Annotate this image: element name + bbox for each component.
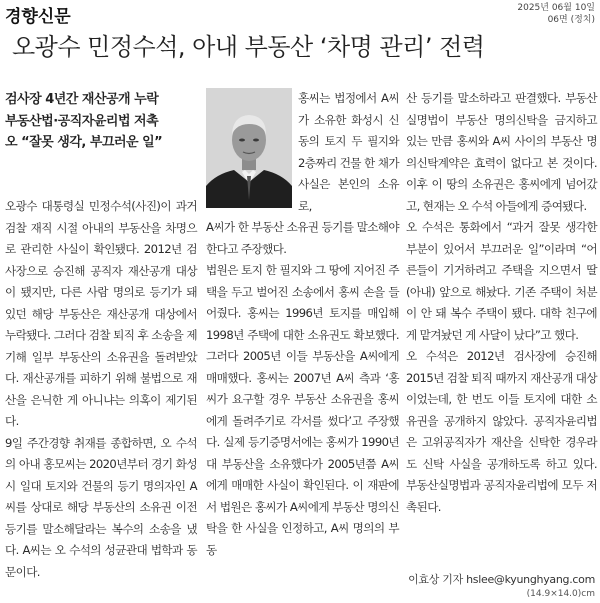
reporter-byline: 이효상 기자 hslee@kyunghyang.com xyxy=(408,573,595,586)
subheadline-line: 부동산법·공직자윤리법 저촉 xyxy=(5,113,159,129)
clipping-size-note: (14.9×14.0)cm xyxy=(526,589,595,599)
article-column-2-body xyxy=(206,217,399,561)
article-column-1 xyxy=(5,196,197,583)
article-paragraph: 오광수 대통령실 민정수석(사진)이 과거 검찰 재직 시절 아내의 부동산을 차명으로 관리한 사실이 확인됐다. 2012년 검사장으로 승진해 공직자 재산공개 대상이 됐지만, 다른 사람 명의로 등기가 돼 있던 해당 부동산은 재산공개 대상에서 누락됐다. 그러다 검찰 퇴직 후 소송을 제기해 일부 부동산의 소유권을 돌려받았다. 재산공개를 피하기 위해 불법으로 재산을 은닉한 게 아니냐는 의혹이 제기된다. xyxy=(5,199,197,428)
newspaper-masthead: 경향신문 xyxy=(5,7,71,27)
subheadline xyxy=(5,89,197,154)
article-column-3 xyxy=(406,88,597,518)
subheadline-line: 검사장 4년간 재산공개 누락 xyxy=(5,92,159,107)
article-paragraph: 오 수석은 2012년 검사장에 승진해 2015년 검찰 퇴직 때까지 재산공개 대상이었는데, 한 번도 이들 토지에 대한 소유권을 공개하지 않았다. 공직자윤리법은 고위공직자가 재산을 신탁한 경우라도 신탁 사실을 공개하도록 하고 있다. 부동산실명법과 공직자윤리법에 모두 저촉된다. xyxy=(406,349,597,514)
article-paragraph: 홍씨는 법정에서 A씨가 소유한 화성시 신동의 토지 두 필지와 2층짜리 건물 한 채가 사실은 본인의 소유로, xyxy=(298,91,399,213)
publication-date: 2025년 06월 10일 xyxy=(517,3,595,13)
article-paragraph: 9일 주간경향 취재를 종합하면, 오 수석의 아내 홍모씨는 2020년부터 경기 화성시 일대 토지와 건물의 등기 명의자인 A씨를 상대로 해당 부동산의 소유권 이전 등기를 말소해달라는 복수의 소송을 냈다. A씨는 오 수석의 성균관대 법학과 동문이다. xyxy=(5,435,197,579)
portrait-photo xyxy=(206,88,292,210)
wrapped-text-beside-photo xyxy=(298,88,399,217)
headline: 오광수 민정수석, 아내 부동산 ‘차명 관리’ 전력 xyxy=(12,33,485,61)
article-paragraph: 오 수석은 통화에서 “과거 잘못 생각한 부분이 있어서 부끄러운 일”이라며 “어른들이 기거하려고 주택을 지으면서 딸(아내) 앞으로 해놨다. 기존 주택이 처분이 안 돼 복수 주택이 됐다. 대학 친구에게 맡겨놨던 게 사달이 났다”고 했다. xyxy=(406,220,597,342)
page-section: 06면 (정치) xyxy=(547,15,595,25)
article-paragraph: 법원은 토지 한 필지와 그 땅에 지어진 주택을 두고 벌어진 소송에서 홍씨 손을 들어줬다. 홍씨는 1996년 토지를 매입해 1998년 주택에 대한 소유권도 확보했다. 그러다 2005년 이들 부동산을 A씨에게 매매했다. 홍씨는 2007년 A씨 측과 ‘홍씨가 요구할 경우 부동산 소유권을 홍씨에게 돌려주기로 각서를 썼다’고 주장했다. 실제 등기증명서에는 홍씨가 1990년대 부동산을 소유했다가 2005년쯤 A씨에게 매매한 사실이 확인된다. 이 재판에서 법원은 홍씨가 A씨에게 부동산 명의신탁을 한 사실을 인정하고, A씨 명의의 부동 xyxy=(206,263,399,557)
article-paragraph: A씨가 한 부동산 소유권 등기를 말소해야 한다고 주장했다. xyxy=(206,220,399,256)
portrait-image xyxy=(206,88,292,208)
dateline xyxy=(517,2,595,26)
subheadline-line: 오 “잘못 생각, 부끄러운 일” xyxy=(5,135,163,150)
article-paragraph: 산 등기를 말소하라고 판결했다. 부동산실명법이 부동산 명의신탁을 금지하고 있는 만큼 홍씨와 A씨 사이의 부동산 명의신탁계약은 효력이 없다고 본 것이다. 이후 이 땅의 소유권은 홍씨에게 넘어갔고, 현재는 오 수석 아들에게 증여됐다. xyxy=(406,91,597,213)
